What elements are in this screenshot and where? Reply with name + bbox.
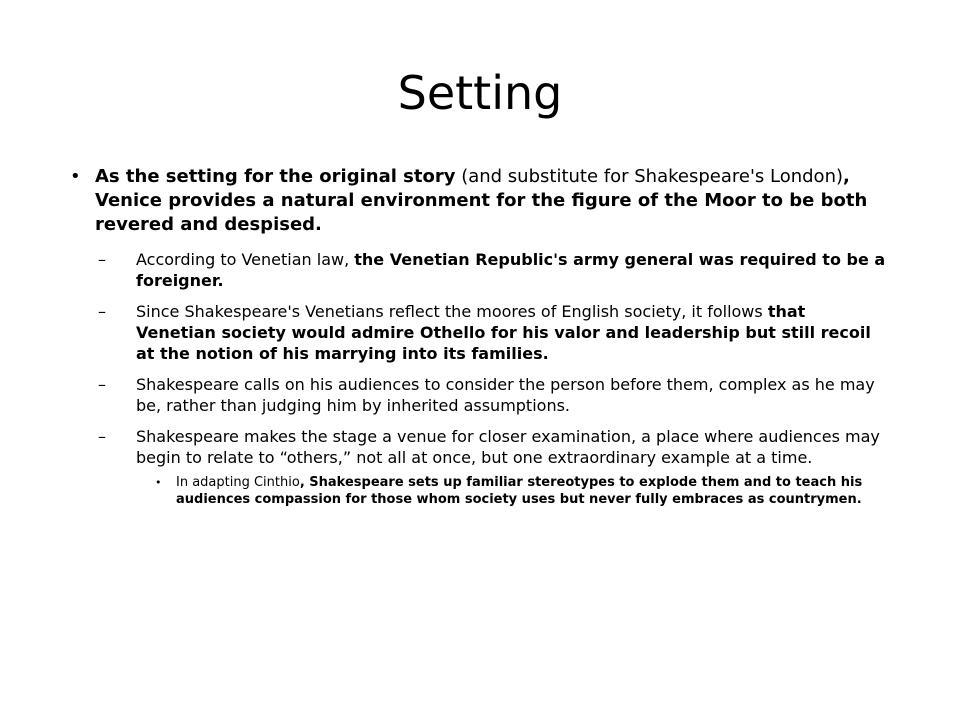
bullet-text-bold: , Venice provides a natural environment for the figure of the Moor to be both revered and despised. (95, 166, 868, 235)
sub-bullet-audiences (70, 374, 890, 416)
dash-icon: – (98, 302, 106, 321)
bullet-list (70, 165, 890, 237)
sub-bullet-list (70, 249, 890, 508)
slide-content (70, 165, 890, 518)
sub-bullet-text: According to Venetian law, (136, 250, 355, 269)
bullet-text-bold: As the setting for the original story (95, 166, 456, 187)
bullet-icon: • (155, 476, 162, 489)
sub-bullet-venetian-law (70, 249, 890, 291)
sub-bullet-text: Shakespeare calls on his audiences to consider the person before them, complex as he may be, rather than judging him by inherited assumptions. (136, 375, 875, 415)
sub-sub-bullet-text: In adapting Cinthio (176, 475, 300, 490)
sub-bullet-text-bold: that Venetian society would admire Othello for his valor and leadership but still recoil at the notion of his marrying into its families. (136, 302, 871, 363)
sub-bullet-text-bold: the Venetian Republic's army general was required to be a foreigner. (136, 250, 886, 290)
slide-title: Setting (397, 66, 563, 120)
bullet-point-venice (70, 165, 890, 237)
dash-icon: – (98, 375, 106, 394)
sub-sub-bullet-text-bold: , Shakespeare sets up familiar stereotypes to explode them and to teach his audiences compassion for those whom society uses but never fully embraces as countrymen. (176, 475, 863, 507)
dash-icon: – (98, 250, 106, 269)
sub-sub-bullet-list (136, 474, 890, 508)
sub-bullet-text: Since Shakespeare's Venetians reflect the moores of English society, it follows (136, 302, 768, 321)
bullet-text: (and substitute for Shakespeare's London) (455, 166, 843, 187)
sub-sub-bullet-cinthio (70, 474, 890, 508)
sub-bullet-english-society (70, 301, 890, 364)
dash-icon: – (98, 427, 106, 446)
bullet-icon: • (70, 166, 81, 187)
sub-bullet-text: Shakespeare makes the stage a venue for closer examination, a place where audiences may begin to relate to “others,” not all at once, but one extraordinary example at a time. (136, 427, 880, 467)
sub-bullet-stage-venue (70, 426, 890, 508)
